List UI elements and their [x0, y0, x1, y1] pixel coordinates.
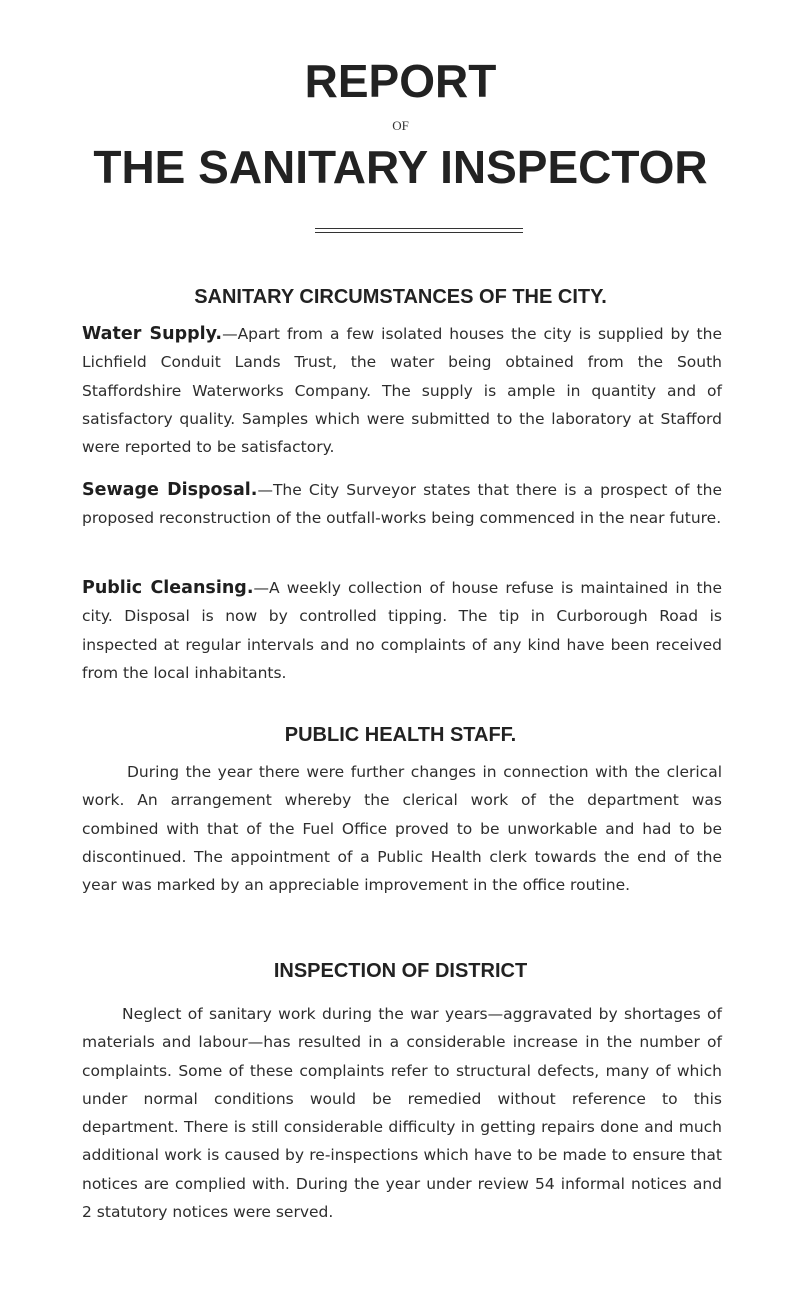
inspection-heading: INSPECTION OF DISTRICT: [273, 960, 528, 982]
water-supply-lead: Water Supply.: [82, 324, 223, 344]
inspection-paragraph: [82, 1000, 722, 1226]
water-supply-text: —Apart from a few isolated houses the city is supplied by the Lichfield Conduit Lands Trust, the water being obtained from the South Staffordshire Waterworks Company. The supply is ample in quantity and of satisfactory quality. Samples which were submitted to the laboratory at Stafford were reported to be satisfactory.: [82, 325, 722, 457]
water-supply-paragraph: [82, 320, 722, 461]
title-rule-bottom: [315, 232, 523, 233]
report-title-of: OF: [392, 118, 409, 133]
inspection-text: Neglect of sanitary work during the war years—aggravated by shortages of materials and labour—has resulted in a considerable increase in the number of complaints. Some of these complaints refer to structural defects, many of which under normal conditions would be remedied without reference to this department. There is still considerable difficulty in getting repairs done and much additional work is caused by re-inspections which have to be made to ensure that notices are complied with. During the year under review 54 informal notices and 2 statutory notices were served.: [82, 1005, 722, 1222]
staff-text: During the year there were further changes in connection with the clerical work. An arrangement whereby the clerical work of the department was combined with that of the Fuel Office proved to be unworkable and had to be discontinued. The appointment of a Public Health clerk towards the end of the year was marked by an appreciable improvement in the office routine.: [82, 763, 722, 895]
public-cleansing-lead: Public Cleansing.: [82, 578, 254, 598]
sewage-disposal-text: —The City Surveyor states that there is a prospect of the proposed reconstruction of the outfall-works being commenced in the near future.: [82, 481, 722, 528]
title-rule-top: [315, 228, 523, 229]
report-subtitle: THE SANITARY INSPECTOR: [93, 141, 708, 193]
sanitary-heading: SANITARY CIRCUMSTANCES OF THE CITY.: [194, 286, 607, 308]
public-cleansing-paragraph: [82, 574, 722, 687]
sewage-disposal-lead: Sewage Disposal.: [82, 480, 258, 500]
report-title: REPORT: [304, 55, 497, 107]
public-cleansing-text: —A weekly collection of house refuse is maintained in the city. Disposal is now by controlled tipping. The tip in Curborough Road is inspected at regular intervals and no complaints of any kind have been received from the local inhabitants.: [82, 579, 722, 682]
staff-heading: PUBLIC HEALTH STAFF.: [284, 724, 517, 746]
staff-paragraph: [82, 758, 722, 899]
sewage-disposal-paragraph: [82, 476, 722, 533]
